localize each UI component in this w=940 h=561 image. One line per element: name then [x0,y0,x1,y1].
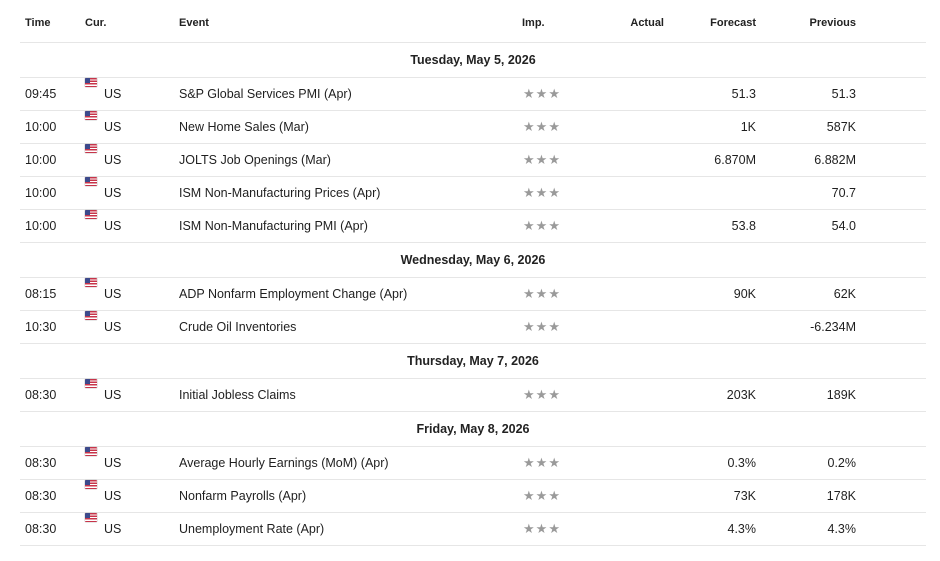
forecast-value: 4.3% [727,522,756,536]
star-icon: ★ [523,488,536,503]
forecast-value: 0.3% [727,456,756,470]
importance-stars [523,379,561,411]
forecast-value: 73K [733,489,756,503]
star-icon: ★ [535,152,549,167]
us-flag-icon [85,311,97,320]
star-icon: ★ [535,387,549,402]
forecast-value: 51.3 [731,87,756,101]
previous-value: 51.3 [831,87,856,101]
table-row[interactable] [20,480,926,513]
date-group-header [20,412,926,447]
star-icon: ★ [548,185,561,200]
star-icon: ★ [523,521,536,536]
star-icon: ★ [548,488,561,503]
star-icon: ★ [523,218,536,233]
event-name[interactable]: New Home Sales (Mar) [179,120,309,134]
currency-code: US [104,87,122,101]
column-header-time[interactable]: Time [25,17,51,29]
star-icon: ★ [548,218,561,233]
table-row[interactable] [20,513,926,546]
forecast-value: 90K [733,287,756,301]
star-icon: ★ [535,488,549,503]
importance-stars [523,78,561,110]
column-header-currency[interactable]: Cur. [85,17,107,29]
previous-value: 6.882M [814,153,856,167]
star-icon: ★ [523,185,536,200]
us-flag-icon [85,480,97,489]
star-icon: ★ [548,119,561,134]
us-flag-icon [85,177,97,186]
importance-stars [523,210,561,242]
star-icon: ★ [548,286,561,301]
currency-code: US [104,153,122,167]
star-icon: ★ [523,387,536,402]
event-name[interactable]: Unemployment Rate (Apr) [179,522,325,536]
table-row[interactable] [20,111,926,144]
previous-value: -6.234M [810,320,856,334]
star-icon: ★ [548,387,561,402]
star-icon: ★ [535,119,549,134]
star-icon: ★ [523,286,536,301]
event-name[interactable]: Crude Oil Inventories [179,320,297,334]
previous-value: 4.3% [827,522,856,536]
table-row[interactable] [20,78,926,111]
economic-calendar-table [20,0,926,546]
forecast-value: 203K [726,388,756,402]
us-flag-icon [85,111,97,120]
importance-stars [523,513,561,545]
currency-code: US [104,186,122,200]
date-label: Thursday, May 7, 2026 [407,354,539,368]
date-group-header [20,344,926,379]
column-header-forecast[interactable]: Forecast [710,17,756,29]
previous-value: 189K [826,388,856,402]
date-label: Tuesday, May 5, 2026 [410,53,536,67]
event-time: 08:30 [25,522,57,536]
star-icon: ★ [535,286,549,301]
previous-value: 54.0 [831,219,856,233]
event-time: 08:30 [25,489,57,503]
star-icon: ★ [535,521,549,536]
event-time: 10:00 [25,186,57,200]
table-row[interactable] [20,144,926,177]
us-flag-icon [85,78,97,87]
star-icon: ★ [535,86,549,101]
star-icon: ★ [548,521,561,536]
currency-code: US [104,388,122,402]
previous-value: 0.2% [827,456,856,470]
column-header-importance[interactable]: Imp. [522,17,545,29]
forecast-value: 1K [740,120,756,134]
forecast-value: 6.870M [714,153,756,167]
date-group-header [20,243,926,278]
previous-value: 178K [826,489,856,503]
table-row[interactable] [20,379,926,412]
event-time: 10:30 [25,320,57,334]
importance-stars [523,447,561,479]
star-icon: ★ [535,319,549,334]
event-time: 10:00 [25,120,57,134]
importance-stars [523,144,561,176]
us-flag-icon [85,513,97,522]
star-icon: ★ [535,185,549,200]
star-icon: ★ [523,119,536,134]
star-icon: ★ [523,86,536,101]
us-flag-icon [85,447,97,456]
us-flag-icon [85,144,97,153]
event-name[interactable]: Average Hourly Earnings (MoM) (Apr) [179,456,389,470]
table-row[interactable] [20,210,926,243]
importance-stars [523,111,561,143]
event-name[interactable]: ISM Non-Manufacturing PMI (Apr) [179,219,368,233]
currency-code: US [104,287,122,301]
table-row[interactable] [20,278,926,311]
us-flag-icon [85,210,97,219]
forecast-value: 53.8 [731,219,756,233]
currency-code: US [104,522,122,536]
event-name[interactable]: JOLTS Job Openings (Mar) [179,153,331,167]
column-header-previous[interactable]: Previous [809,17,856,29]
currency-code: US [104,120,122,134]
previous-value: 70.7 [831,186,856,200]
date-group-header [20,43,926,78]
star-icon: ★ [535,455,549,470]
event-time: 08:30 [25,456,57,470]
previous-value: 62K [833,287,856,301]
currency-code: US [104,320,122,334]
star-icon: ★ [548,319,561,334]
table-row[interactable] [20,447,926,480]
importance-stars [523,177,561,209]
star-icon: ★ [535,218,549,233]
table-header [20,0,926,43]
event-time: 10:00 [25,153,57,167]
currency-code: US [104,489,122,503]
importance-stars [523,311,561,343]
previous-value: 587K [826,120,856,134]
event-time: 08:15 [25,287,57,301]
table-row[interactable] [20,311,926,344]
date-label: Friday, May 8, 2026 [416,422,530,436]
star-icon: ★ [523,455,536,470]
event-name[interactable]: Initial Jobless Claims [179,388,296,402]
importance-stars [523,278,561,310]
column-header-actual[interactable]: Actual [630,17,664,29]
currency-code: US [104,456,122,470]
event-name[interactable]: Nonfarm Payrolls (Apr) [179,489,307,503]
table-body [20,43,926,546]
star-icon: ★ [523,152,536,167]
star-icon: ★ [523,319,536,334]
importance-stars [523,480,561,512]
event-time: 10:00 [25,219,57,233]
us-flag-icon [85,278,97,287]
currency-code: US [104,219,122,233]
table-row[interactable] [20,177,926,210]
date-label: Wednesday, May 6, 2026 [400,253,546,267]
event-time: 08:30 [25,388,57,402]
event-name[interactable]: S&P Global Services PMI (Apr) [179,87,352,101]
us-flag-icon [85,379,97,388]
event-time: 09:45 [25,87,57,101]
star-icon: ★ [548,86,561,101]
column-header-event[interactable]: Event [179,17,209,29]
event-name[interactable]: ADP Nonfarm Employment Change (Apr) [179,287,408,301]
star-icon: ★ [548,455,561,470]
event-name[interactable]: ISM Non-Manufacturing Prices (Apr) [179,186,381,200]
star-icon: ★ [548,152,561,167]
